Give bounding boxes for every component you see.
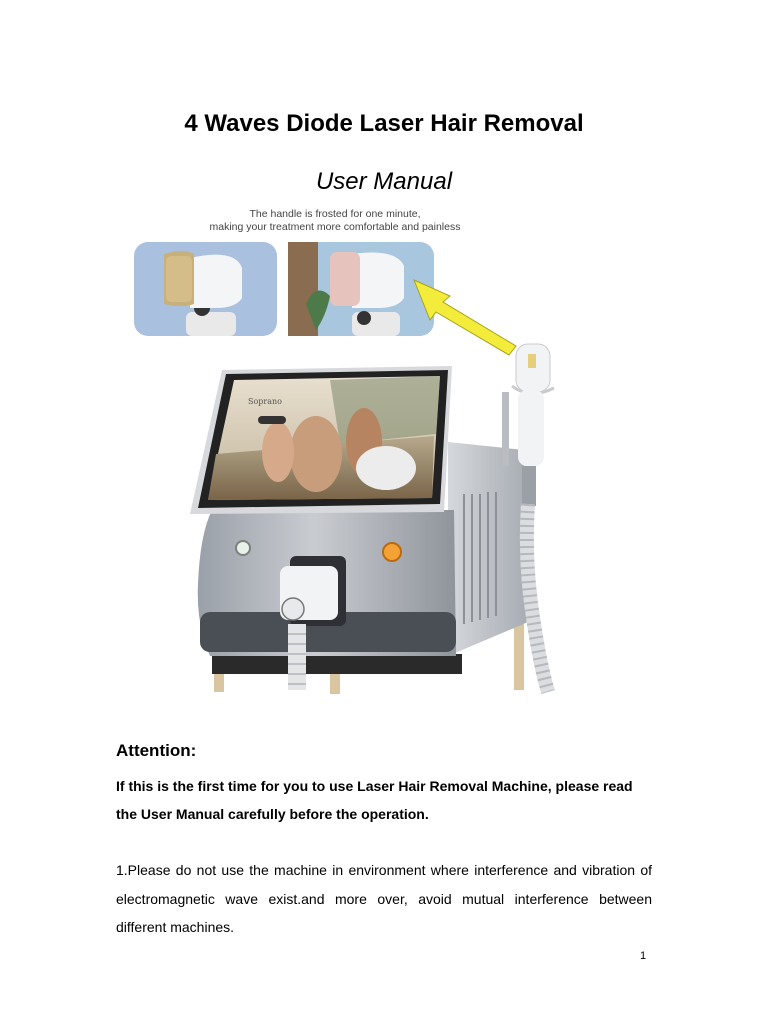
emergency-button <box>383 543 401 561</box>
page-number: 1 <box>640 950 647 962</box>
paragraph-1: 1.Please do not use the machine in environment where interference and vibration of electromagnetic wave exist.and more over, avoid mutual interference between different machines. <box>116 862 652 935</box>
laser-machine-illustration <box>130 204 570 694</box>
machine-screen <box>190 366 452 514</box>
document-title: 4 Waves Diode Laser Hair Removal <box>184 110 584 137</box>
attention-text: If this is the first time for you to use Laser Hair Removal Machine, please read the User Manual carefully before the operation. <box>116 778 633 822</box>
arrow-icon <box>414 280 516 355</box>
document-subtitle: User Manual <box>315 168 453 195</box>
power-indicator <box>236 541 250 555</box>
screen-brand: Soprano <box>248 397 282 406</box>
inset-photo-left <box>134 242 277 336</box>
attention-heading: Attention: <box>116 741 197 760</box>
inset-photo-right <box>288 242 434 336</box>
caption-line-2: making your treatment more comfortable and painless <box>209 221 461 233</box>
product-image <box>130 204 570 694</box>
caption-line-1: The handle is frosted for one minute, <box>249 208 421 220</box>
